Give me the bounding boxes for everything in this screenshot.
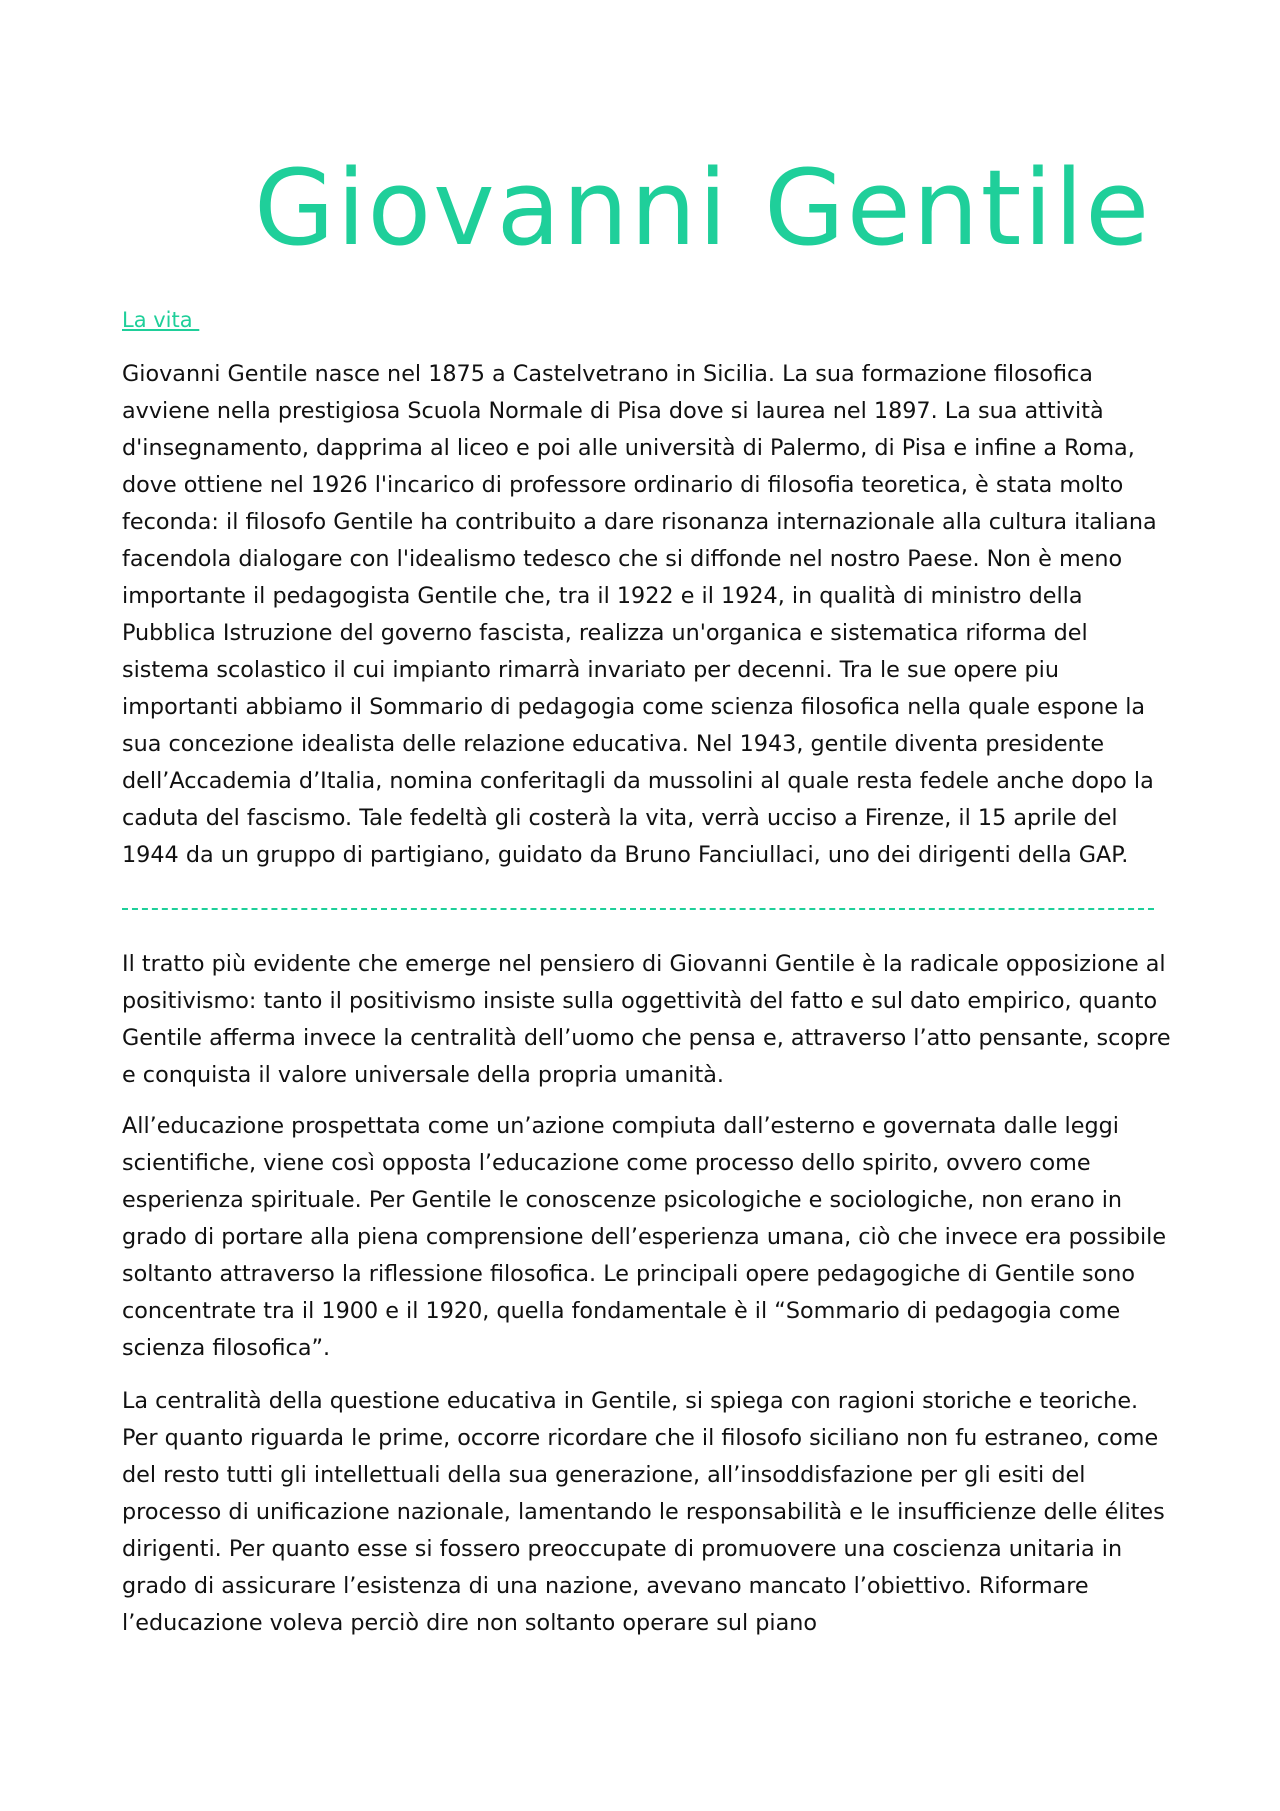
dashed-divider — [122, 908, 1154, 910]
paragraph-biography: Giovanni Gentile nasce nel 1875 a Castelvetrano in Sicilia. La sua formazione filosofica avviene nella prestigiosa Scuola Normale di Pisa dove si laurea nel 1897. La sua attività d'insegnamento, dapprima al liceo e poi alle università di Palermo, di Pisa e infine a Roma, dove ottiene nel 1926 l'incarico di professore ordinario di filosofia teoretica, è stata molto feconda: il filosofo Gentile ha contribuito a dare risonanza internazionale alla cultura italiana facendola dialogare con l'idealismo tedesco che si diffonde nel nostro Paese. Non è meno importante il pedagogista Gentile che, tra il 1922 e il 1924, in qualità di ministro della Pubblica Istruzione del governo fascista, realizza un'organica e sistematica riforma del sistema scolastico il cui impianto rimarrà invariato per decenni. Tra le sue opere piu importanti abbiamo il Sommario di pedagogia come scienza filosofica nella quale espone la sua concezione idealista delle relazione educativa. Nel 1943, gentile diventa presidente dell’Accademia d’Italia, nomina conferitagli da mussolini al quale resta fedele anche dopo la caduta del fascismo. Tale fedeltà gli costerà la vita, verrà ucciso a Firenze, il 15 aprile del 1944 da un gruppo di partigiano, guidato da Bruno Fanciullaci, uno dei dirigenti della GAP. — [122, 361, 1157, 868]
document-title: Giovanni Gentile — [254, 147, 1152, 269]
paragraph-positivism: Il tratto più evidente che emerge nel pensiero di Giovanni Gentile è la radicale opposizione al positivismo: tanto il positivismo insiste sulla oggettività del fatto e sul dato empirico, quanto Gentile afferma invece la centralità dell’uomo che pensa e, attraverso l’atto pensante, scopre e conquista il valore universale della propria umanità. — [122, 951, 1171, 1088]
paragraph-education: All’educazione prospettata come un’azione compiuta dall’esterno e governata dalle leggi scientifiche, viene così opposta l’educazione come processo dello spirito, ovvero come esperienza spirituale. Per Gentile le conoscenze psicologiche e sociologiche, non erano in grado di portare alla piena comprensione dell’esperienza umana, ciò che invece era possibile soltanto attraverso la riflessione filosofica. Le principali opere pedagogiche di Gentile sono concentrate tra il 1900 e il 1920, quella fondamentale è il “Sommario di pedagogia come scienza filosofica”. — [122, 1113, 1167, 1361]
paragraph-centrality: La centralità della questione educativa in Gentile, si spiega con ragioni storiche e teoriche. Per quanto riguarda le prime, occorre ricordare che il filosofo siciliano non fu estraneo, come del resto tutti gli intellettuali della sua generazione, all’insoddisfazione per gli esiti del processo di unificazione nazionale, lamentando le responsabilità e le insufficienze delle élites dirigenti. Per quanto esse si fossero preoccupate di promuovere una coscienza unitaria in grado di assicurare l’esistenza di una nazione, avevano mancato l’obiettivo. Riformare l’educazione voleva perciò dire non soltanto operare sul piano — [122, 1388, 1165, 1636]
section-link-la-vita[interactable]: La vita — [122, 308, 200, 332]
